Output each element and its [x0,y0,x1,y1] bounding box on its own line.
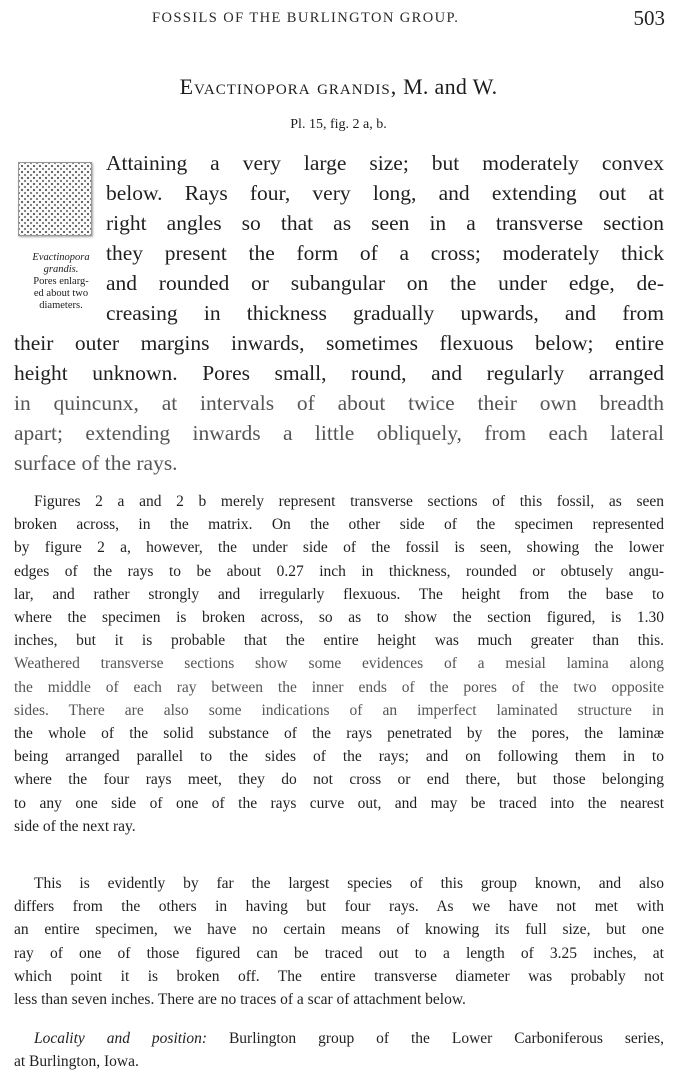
locality-label: Locality and position: [34,1030,208,1047]
description-line: apart; extending inwards a little obliquely, from each lateral [14,421,664,445]
running-head [0,6,677,32]
paragraph-line: less than seven inches. There are no traces of a scar of attachment below. [14,991,466,1009]
description-line: below. Rays four, very long, and extending out at [106,181,664,205]
paragraph-line: ray of one of those figured can be traced out to a length of 3.25 inches, at [14,944,664,962]
species-name: Evactinopora grandis, [179,74,398,99]
paragraph-line: inches, but it is probable that the entire height was much greater than this. [14,632,664,650]
paragraph-line [14,1027,664,1050]
plate-reference: Pl. 15, fig. 2 a, b. [290,117,387,132]
paragraph-line: Figures 2 a and 2 b merely represent transverse sections of this fossil, as seen [34,493,664,510]
figure-caption-line: ed about two [33,288,89,299]
description-line: right angles so that as seen in a transverse section [106,211,664,235]
figure-caption-name: Evactinopora grandis. [32,252,90,275]
paragraph-line: the whole of the solid substance of the rays penetrated by the pores, the laminæ [14,725,664,743]
paragraph-line: where the specimen is broken across, so as to show the section figured, is 1.30 [14,609,664,627]
species-authors: M. and W. [403,74,498,99]
paragraph-line: which point it is broken off. The entire transverse diameter was probably not [14,967,664,985]
paragraph-line: sides. There are also some indications of an imperfect laminated structure in [14,701,664,719]
running-title: FOSSILS OF THE BURLINGTON GROUP. [152,10,460,26]
paragraph-line: where the four rays meet, they do not cross or end there, but those belonging [14,771,664,789]
description-line: their outer margins inwards, sometimes flexuous below; entire [14,331,664,355]
paragraph-line: being arranged parallel to the sides of the rays; and on following them in to [14,748,664,766]
locality-paragraph [14,1027,664,1073]
paragraph-line: This is evidently by far the largest species of this group known, and also [34,875,664,892]
paragraph-line: edges of the rays to be about 0.27 inch in thickness, rounded or obtusely angu- [14,562,664,580]
paragraph-line: Weathered transverse sections show some evidences of a mesial lamina along [14,655,664,673]
description-line: in quincunx, at intervals of about twice their own breadth [14,391,664,415]
description-line: they present the form of a cross; moderately thick [106,241,664,265]
figure-caption-line: Pores enlarg- [33,276,89,287]
comparison-paragraph [14,872,664,1011]
paragraph-line: by figure 2 a, however, the under side of the fossil is seen, showing the lower [14,539,664,557]
paragraph-line: an entire specimen, we have no certain means of knowing its full size, but one [14,921,664,939]
species-title [0,74,677,100]
paragraph-line: side of the next ray. [14,817,136,835]
description-line: height unknown. Pores small, round, and regularly arranged [14,361,664,385]
description-line: creasing in thickness gradually upwards, and from [106,301,664,325]
locality-text: Burlington group of the Lower Carboniferous series, [228,1030,665,1047]
paragraph-line: lar, and rather strongly and irregularly flexuous. The height from the base to [14,585,664,603]
page-number: 503 [633,6,665,30]
species-description [14,148,664,478]
remarks-paragraph [14,490,664,838]
paragraph-line: to any one side of one of the rays curve out, and may be traced into the nearest [14,794,664,812]
paragraph-line: differs from the others in having but four rays. As we have not met with [14,898,664,916]
paragraph-line: at Burlington, Iowa. [14,1053,139,1071]
description-line: Attaining a very large size; but moderately convex [106,151,664,175]
paragraph-line: the middle of each ray between the inner ends of the pores of the two opposite [14,678,664,696]
description-line: surface of the rays. [14,451,178,475]
figure-caption-line: diameters. [39,300,83,311]
paragraph-line: broken across, in the matrix. On the other side of the specimen represented [14,516,664,534]
description-line: and rounded or subangular on the under edge, de- [106,271,664,295]
